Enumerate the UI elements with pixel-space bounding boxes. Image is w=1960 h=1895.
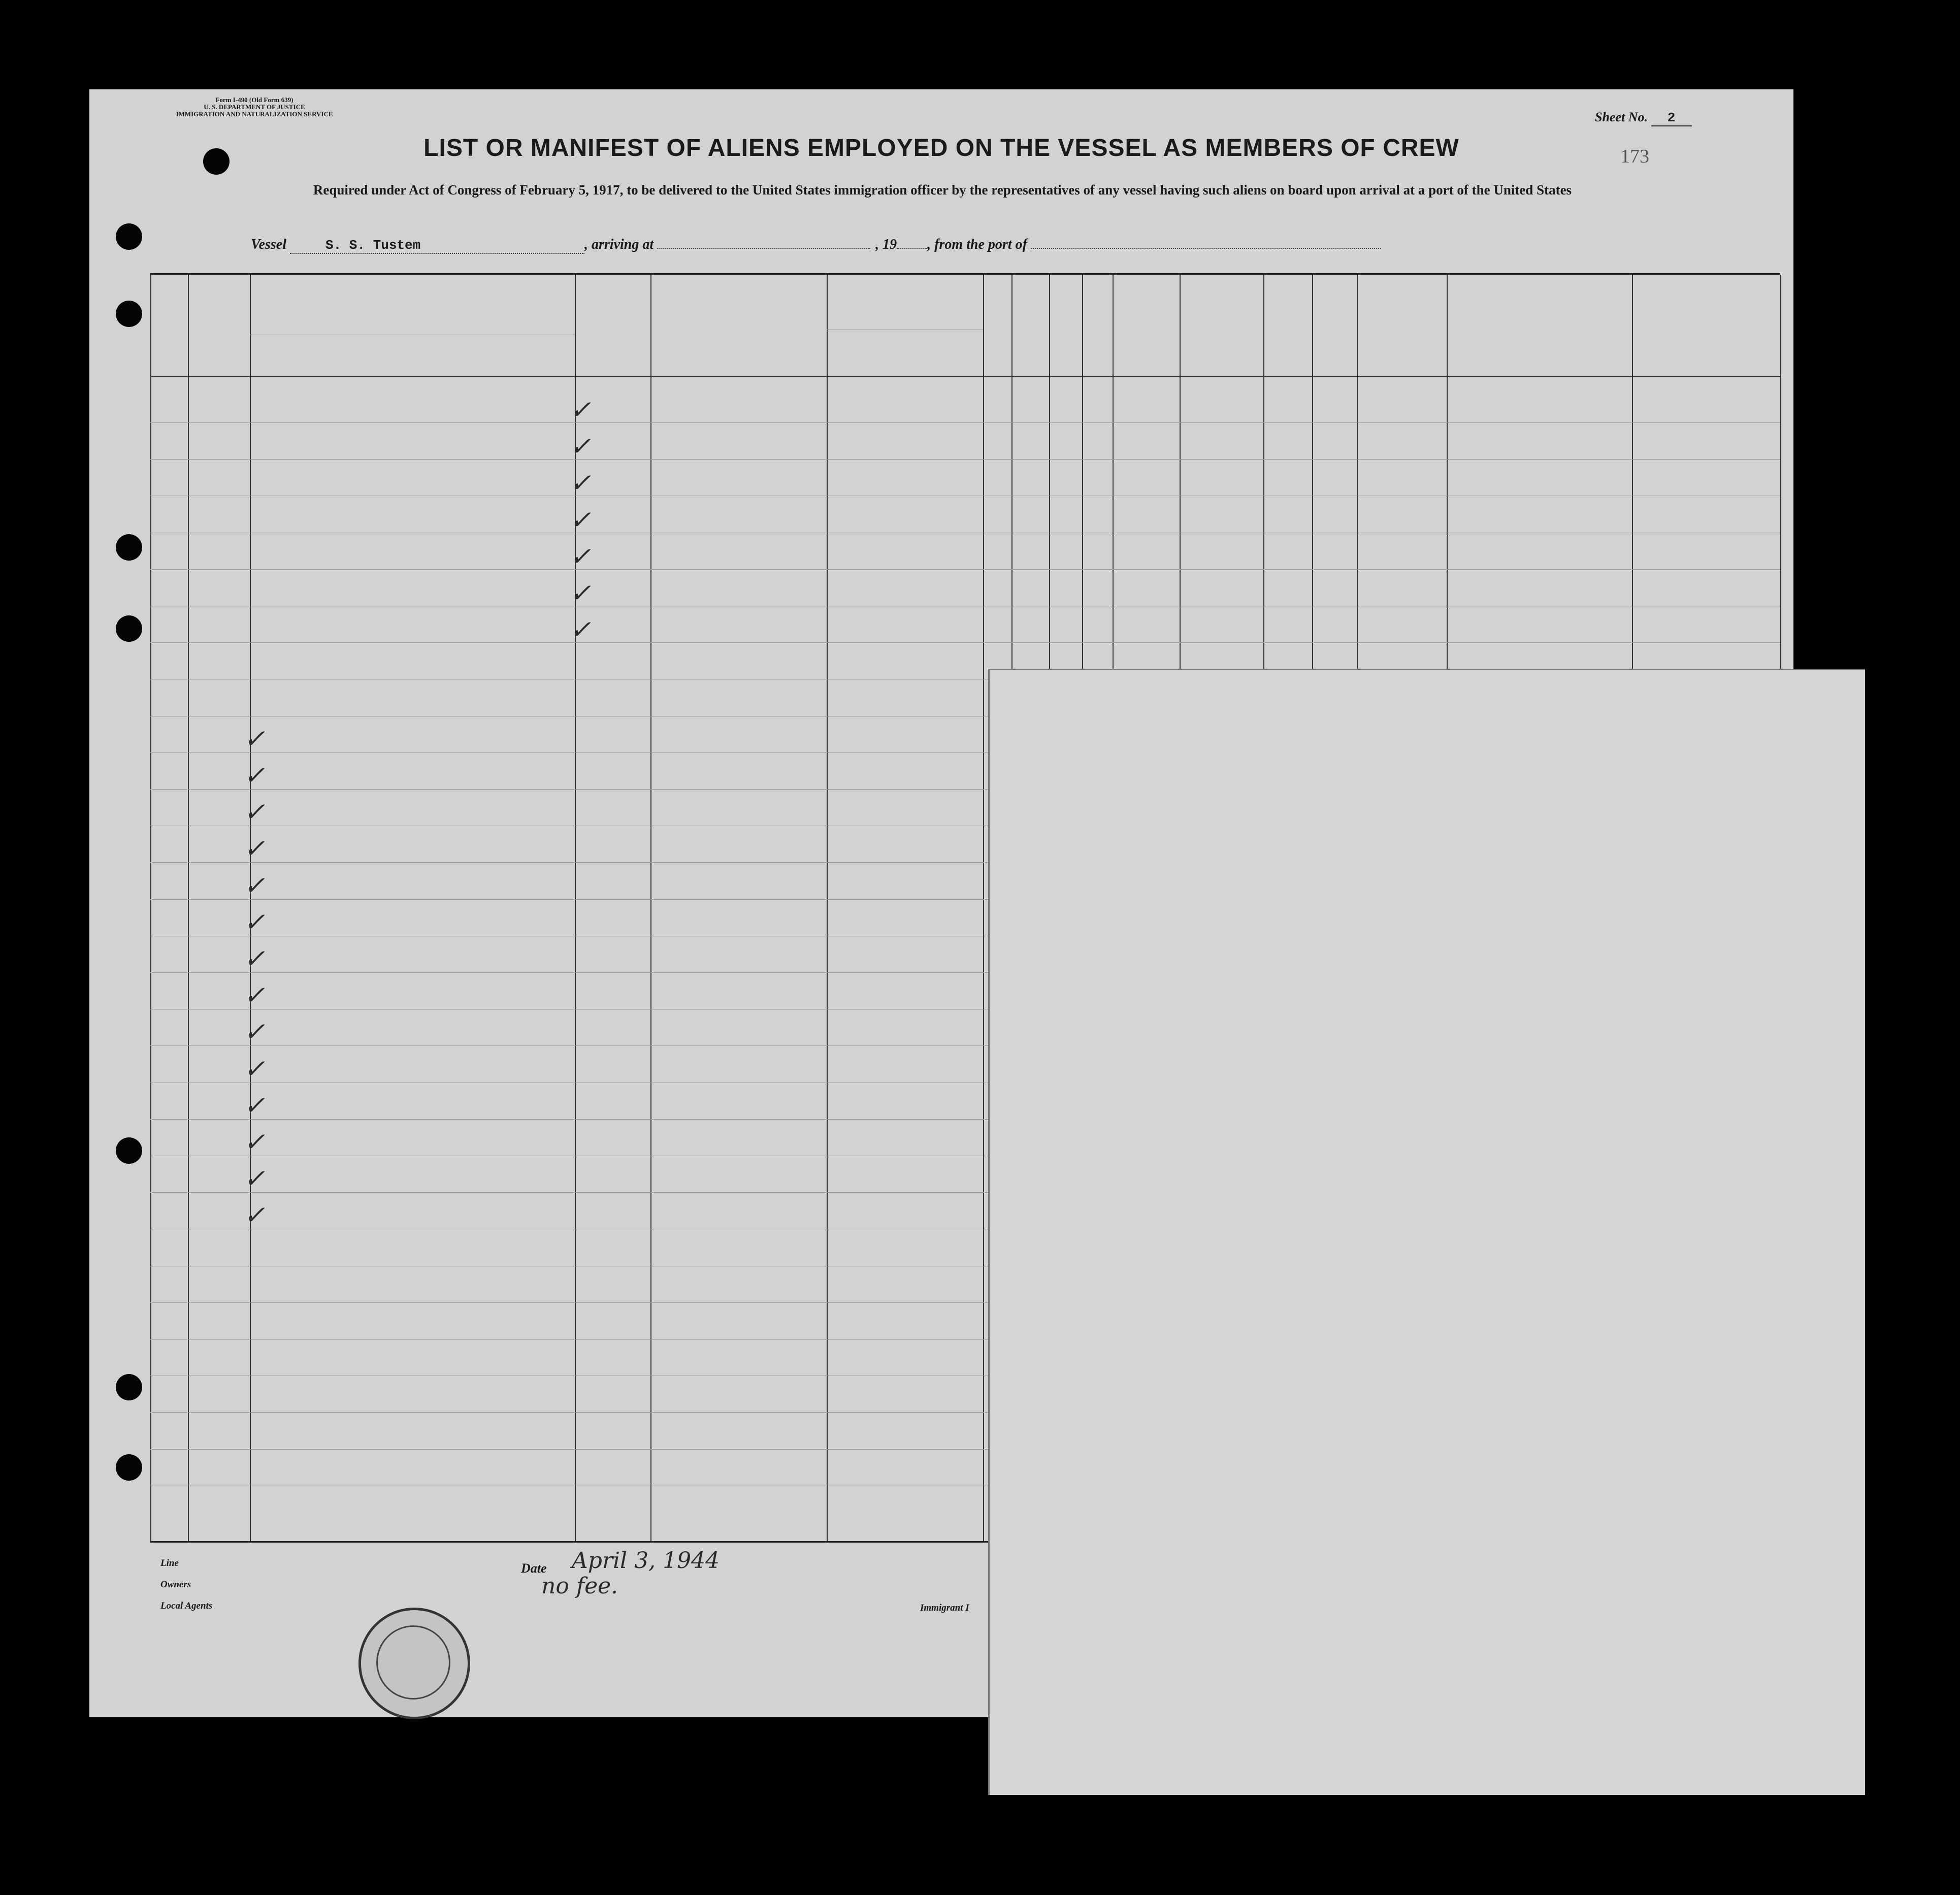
check-mark: ✓ (244, 761, 265, 790)
overlay-blank-page (988, 669, 1865, 1795)
punch-hole (203, 148, 230, 175)
fee-note: no fee. (541, 1573, 618, 1599)
column-rule (575, 275, 576, 1541)
check-mark: ✓ (570, 395, 591, 424)
column-rule (188, 275, 189, 1541)
vessel-line (251, 237, 1381, 254)
seal-inner-ring (376, 1625, 450, 1700)
column-rule (650, 275, 651, 1541)
check-mark: ✓ (244, 1017, 265, 1047)
arriving-label: , arriving at (584, 237, 654, 252)
date-value: April 3, 1944 (572, 1548, 720, 1574)
footer-owners-label: Owners (160, 1579, 191, 1590)
check-mark: ✓ (570, 578, 591, 608)
form-number: Form I-490 (Old Form 639) (215, 96, 293, 104)
from-port-blank (1031, 248, 1381, 249)
from-port-label: , from the port of (927, 237, 1027, 252)
page-subtitle: Required under Act of Congress of February 5, 1917, to be delivered to the United States immigration officer by the representatives of any vessel having such aliens on board upon arrival at a port of the United States (313, 182, 1572, 198)
punch-hole (116, 1374, 142, 1400)
punch-hole (116, 223, 142, 250)
consulate-seal (358, 1608, 470, 1719)
column-rule (983, 275, 984, 1541)
form-identification (138, 96, 371, 118)
check-mark: ✓ (570, 432, 591, 462)
check-mark: ✓ (244, 907, 265, 937)
punch-hole (116, 301, 142, 327)
footer-agents-label: Local Agents (160, 1600, 213, 1611)
year-blank (897, 248, 927, 249)
check-mark: ✓ (570, 615, 591, 645)
check-mark: ✓ (244, 1054, 265, 1084)
check-mark: ✓ (244, 870, 265, 900)
service-name: IMMIGRATION AND NATURALIZATION SERVICE (176, 110, 333, 118)
check-mark: ✓ (570, 505, 591, 535)
check-mark: ✓ (244, 981, 265, 1010)
page-title: LIST OR MANIFEST OF ALIENS EMPLOYED ON THE VESSEL AS MEMBERS OF CREW (423, 135, 1459, 161)
department-name: U. S. DEPARTMENT OF JUSTICE (204, 103, 305, 111)
check-mark: ✓ (244, 944, 265, 973)
column-rule (827, 275, 828, 1541)
check-mark: ✓ (570, 541, 591, 571)
sheet-label: Sheet No. (1595, 110, 1648, 124)
check-mark: ✓ (244, 1090, 265, 1120)
check-mark: ✓ (570, 468, 591, 498)
sheet-number (1595, 110, 1692, 126)
check-mark: ✓ (244, 724, 265, 754)
footer-inspector-label: Immigrant I (920, 1603, 969, 1613)
check-mark: ✓ (244, 797, 265, 827)
footer-line-label: Line (160, 1558, 179, 1569)
check-mark: ✓ (244, 1127, 265, 1157)
stamp-number: 173 (1620, 146, 1649, 167)
punch-hole (116, 1137, 142, 1164)
check-mark: ✓ (244, 1200, 265, 1230)
row-rule (150, 459, 1780, 460)
vessel-label: Vessel (251, 237, 286, 252)
row-rule (150, 422, 1780, 423)
punch-hole (116, 534, 142, 561)
date-label: Date (521, 1561, 547, 1576)
row-rule (150, 569, 1780, 570)
column-rule (150, 275, 151, 1541)
arriving-blank (657, 248, 870, 249)
row-rule (150, 642, 1780, 643)
year-label: , 19 (875, 237, 897, 252)
vessel-name: S. S. Tustem (290, 238, 584, 254)
sheet-value: 2 (1651, 110, 1692, 126)
punch-hole (116, 1454, 142, 1481)
punch-hole (116, 615, 142, 642)
check-mark: ✓ (244, 1164, 265, 1194)
header-rule (150, 376, 1780, 377)
check-mark: ✓ (244, 834, 265, 864)
